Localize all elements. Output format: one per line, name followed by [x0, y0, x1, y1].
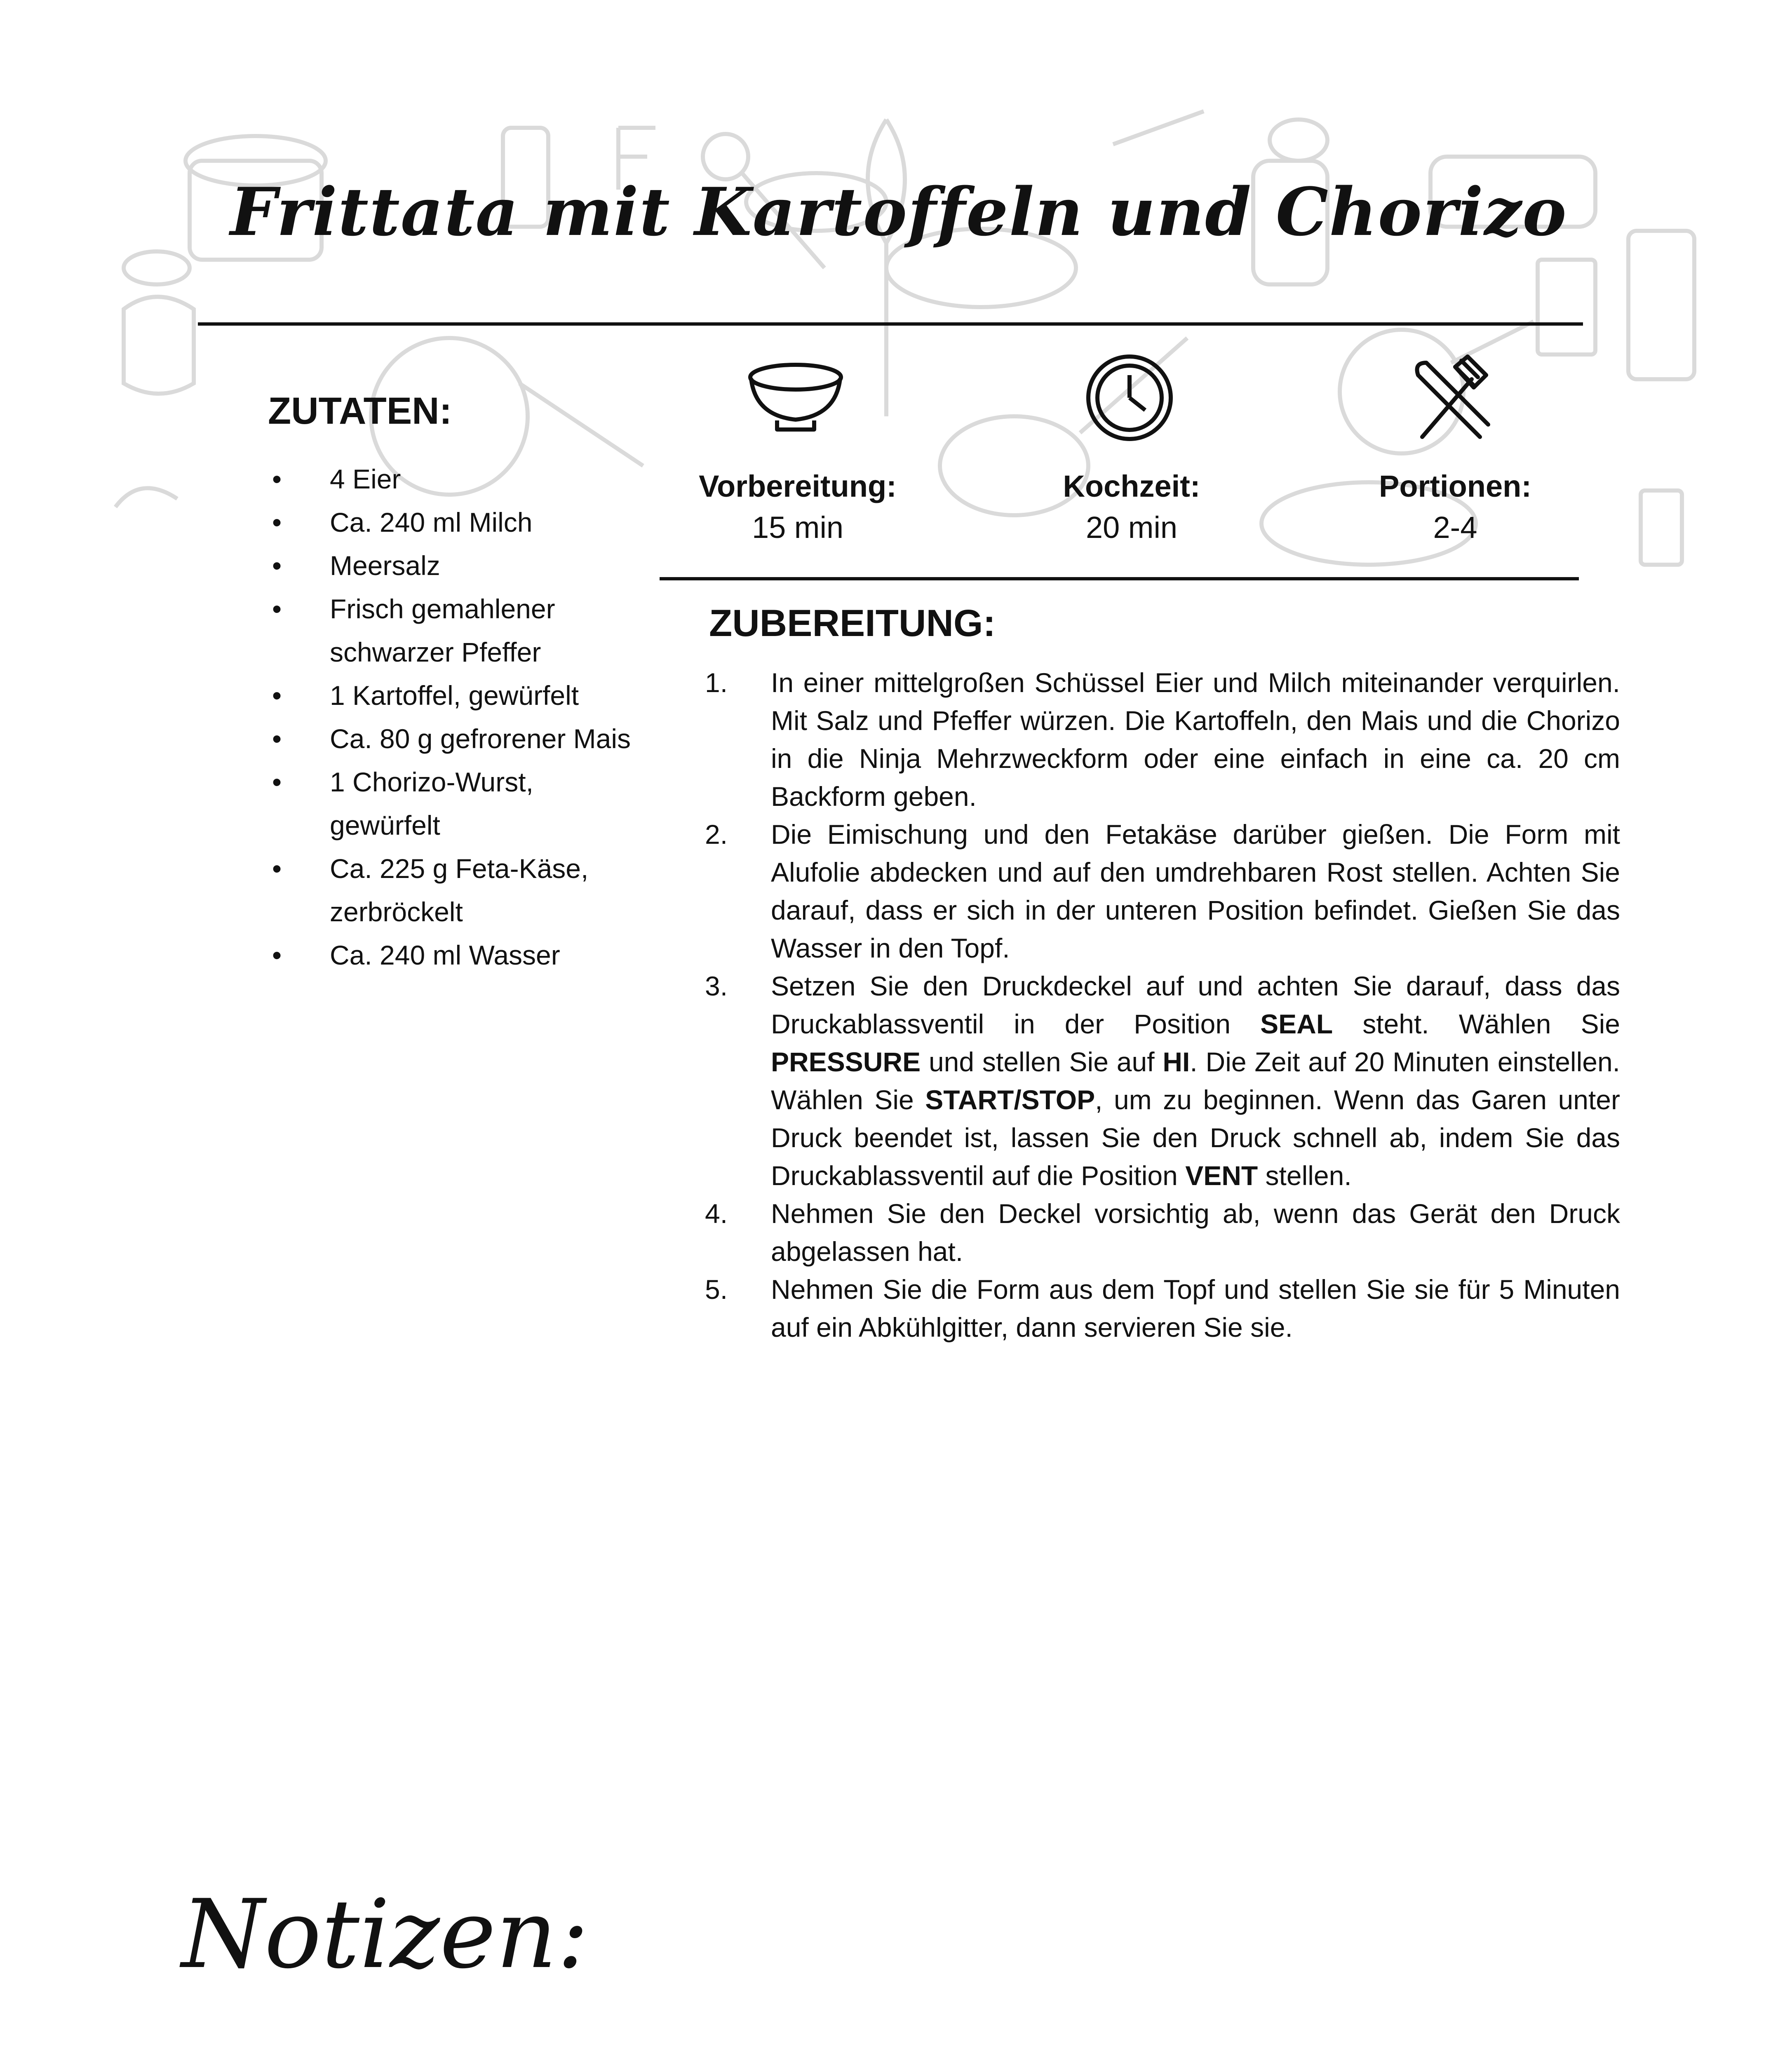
servings-value: 2-4 [1433, 510, 1477, 545]
step-text: Die Eimischung und den Fetakäse darüber gießen. Die Form mit Alufolie abdecken und auf den umdrehbaren Rost stellen. Achten Sie darauf, dass er sich in der unteren Position befindet. Gießen Sie das Wasser in den Topf. [771, 819, 1620, 963]
bullet-icon: • [272, 853, 282, 884]
ingredient-item: • Meersalz [268, 544, 680, 587]
ingredients-list [268, 458, 680, 977]
ingredient-item: • 4 Eier [268, 458, 680, 501]
step-number: 2. [705, 819, 728, 850]
preparation-step [705, 1195, 1620, 1270]
step-text: und stellen Sie auf [921, 1047, 1163, 1077]
bullet-icon: • [272, 723, 282, 754]
ingredient-item: • 1 Chorizo-Wurst, gewürfelt [268, 761, 680, 847]
preparation-step [705, 815, 1620, 967]
step-number: 5. [705, 1274, 728, 1305]
step-text: Nehmen Sie die Form aus dem Topf und stellen Sie sie für 5 Minuten auf ein Abkühlgitter, dann servieren Sie sie. [771, 1274, 1620, 1343]
step-keyword: SEAL [1260, 1009, 1333, 1039]
cook-time [987, 466, 1276, 548]
step-number: 4. [705, 1198, 728, 1229]
servings-label: Portionen: [1379, 469, 1531, 503]
cook-time-label: Kochzeit: [1063, 469, 1200, 503]
servings [1311, 466, 1599, 548]
meta-divider [660, 577, 1579, 580]
ingredient-item: • Ca. 225 g Feta-Käse, zerbröckelt [268, 847, 680, 934]
step-keyword: VENT [1185, 1160, 1258, 1191]
step-keyword: HI [1163, 1047, 1190, 1077]
bullet-icon: • [272, 550, 282, 581]
clock-icon [1084, 352, 1175, 445]
step-text: Setzen Sie den Druckdeckel auf und achten Sie darauf, dass das Druckablassventil in der Position [771, 971, 1620, 1039]
ingredient-item: • Ca. 240 ml Wasser [268, 934, 680, 977]
recipe-title: Frittata mit Kartoffeln und Chorizo [230, 173, 1567, 251]
bullet-icon: • [272, 464, 282, 494]
title-divider [198, 322, 1583, 326]
bullet-icon: • [272, 767, 282, 797]
bullet-icon: • [272, 594, 282, 624]
step-text: stellen. [1258, 1160, 1352, 1191]
step-text: , um zu beginnen. Wenn das Garen unter Druck beendet ist, lassen Sie den Druck schnell ab, indem Sie das Druckablassventil auf die Position [771, 1084, 1620, 1191]
bullet-icon: • [272, 680, 282, 711]
bullet-icon: • [272, 940, 282, 970]
preparation-step [705, 664, 1620, 815]
step-text: In einer mittelgroßen Schüssel Eier und Milch miteinander verquirlen. Mit Salz und Pfeffer würzen. Die Kartoffeln, den Mais und die Chorizo in die Ninja Mehrzweckform oder eine einfach in eine ca. 20 cm Backform geben. [771, 667, 1620, 812]
bullet-icon: • [272, 507, 282, 538]
ingredients-heading: ZUTATEN: [268, 390, 452, 432]
preparation-heading: ZUBEREITUNG: [709, 602, 996, 644]
fork-knife-icon [1406, 354, 1496, 447]
step-text: steht. Wählen Sie [1333, 1009, 1620, 1039]
ingredient-item: • 1 Kartoffel, gewürfelt [268, 674, 680, 717]
prep-time-label: Vorbereitung: [699, 469, 897, 503]
ingredient-item: • Frisch gemahlener schwarzer Pfeffer [268, 587, 680, 674]
prep-time [653, 466, 942, 548]
cook-time-value: 20 min [1085, 510, 1178, 545]
step-text: Nehmen Sie den Deckel vorsichtig ab, wenn das Gerät den Druck abgelassen hat. [771, 1198, 1620, 1267]
preparation-step [705, 967, 1620, 1195]
bowl-icon [746, 354, 845, 439]
step-number: 1. [705, 667, 728, 698]
ingredient-item: • Ca. 240 ml Milch [268, 501, 680, 544]
step-keyword: START/STOP [925, 1084, 1095, 1115]
prep-time-value: 15 min [752, 510, 844, 545]
ingredient-item: • Ca. 80 g gefrorener Mais [268, 717, 680, 761]
step-number: 3. [705, 971, 728, 1001]
preparation-steps [705, 664, 1620, 1346]
step-text: . Die Zeit auf 20 Minuten einstellen. Wählen Sie [771, 1047, 1620, 1115]
notes-title: Notizen: [181, 1880, 589, 1990]
step-keyword: PRESSURE [771, 1047, 921, 1077]
preparation-step [705, 1270, 1620, 1346]
